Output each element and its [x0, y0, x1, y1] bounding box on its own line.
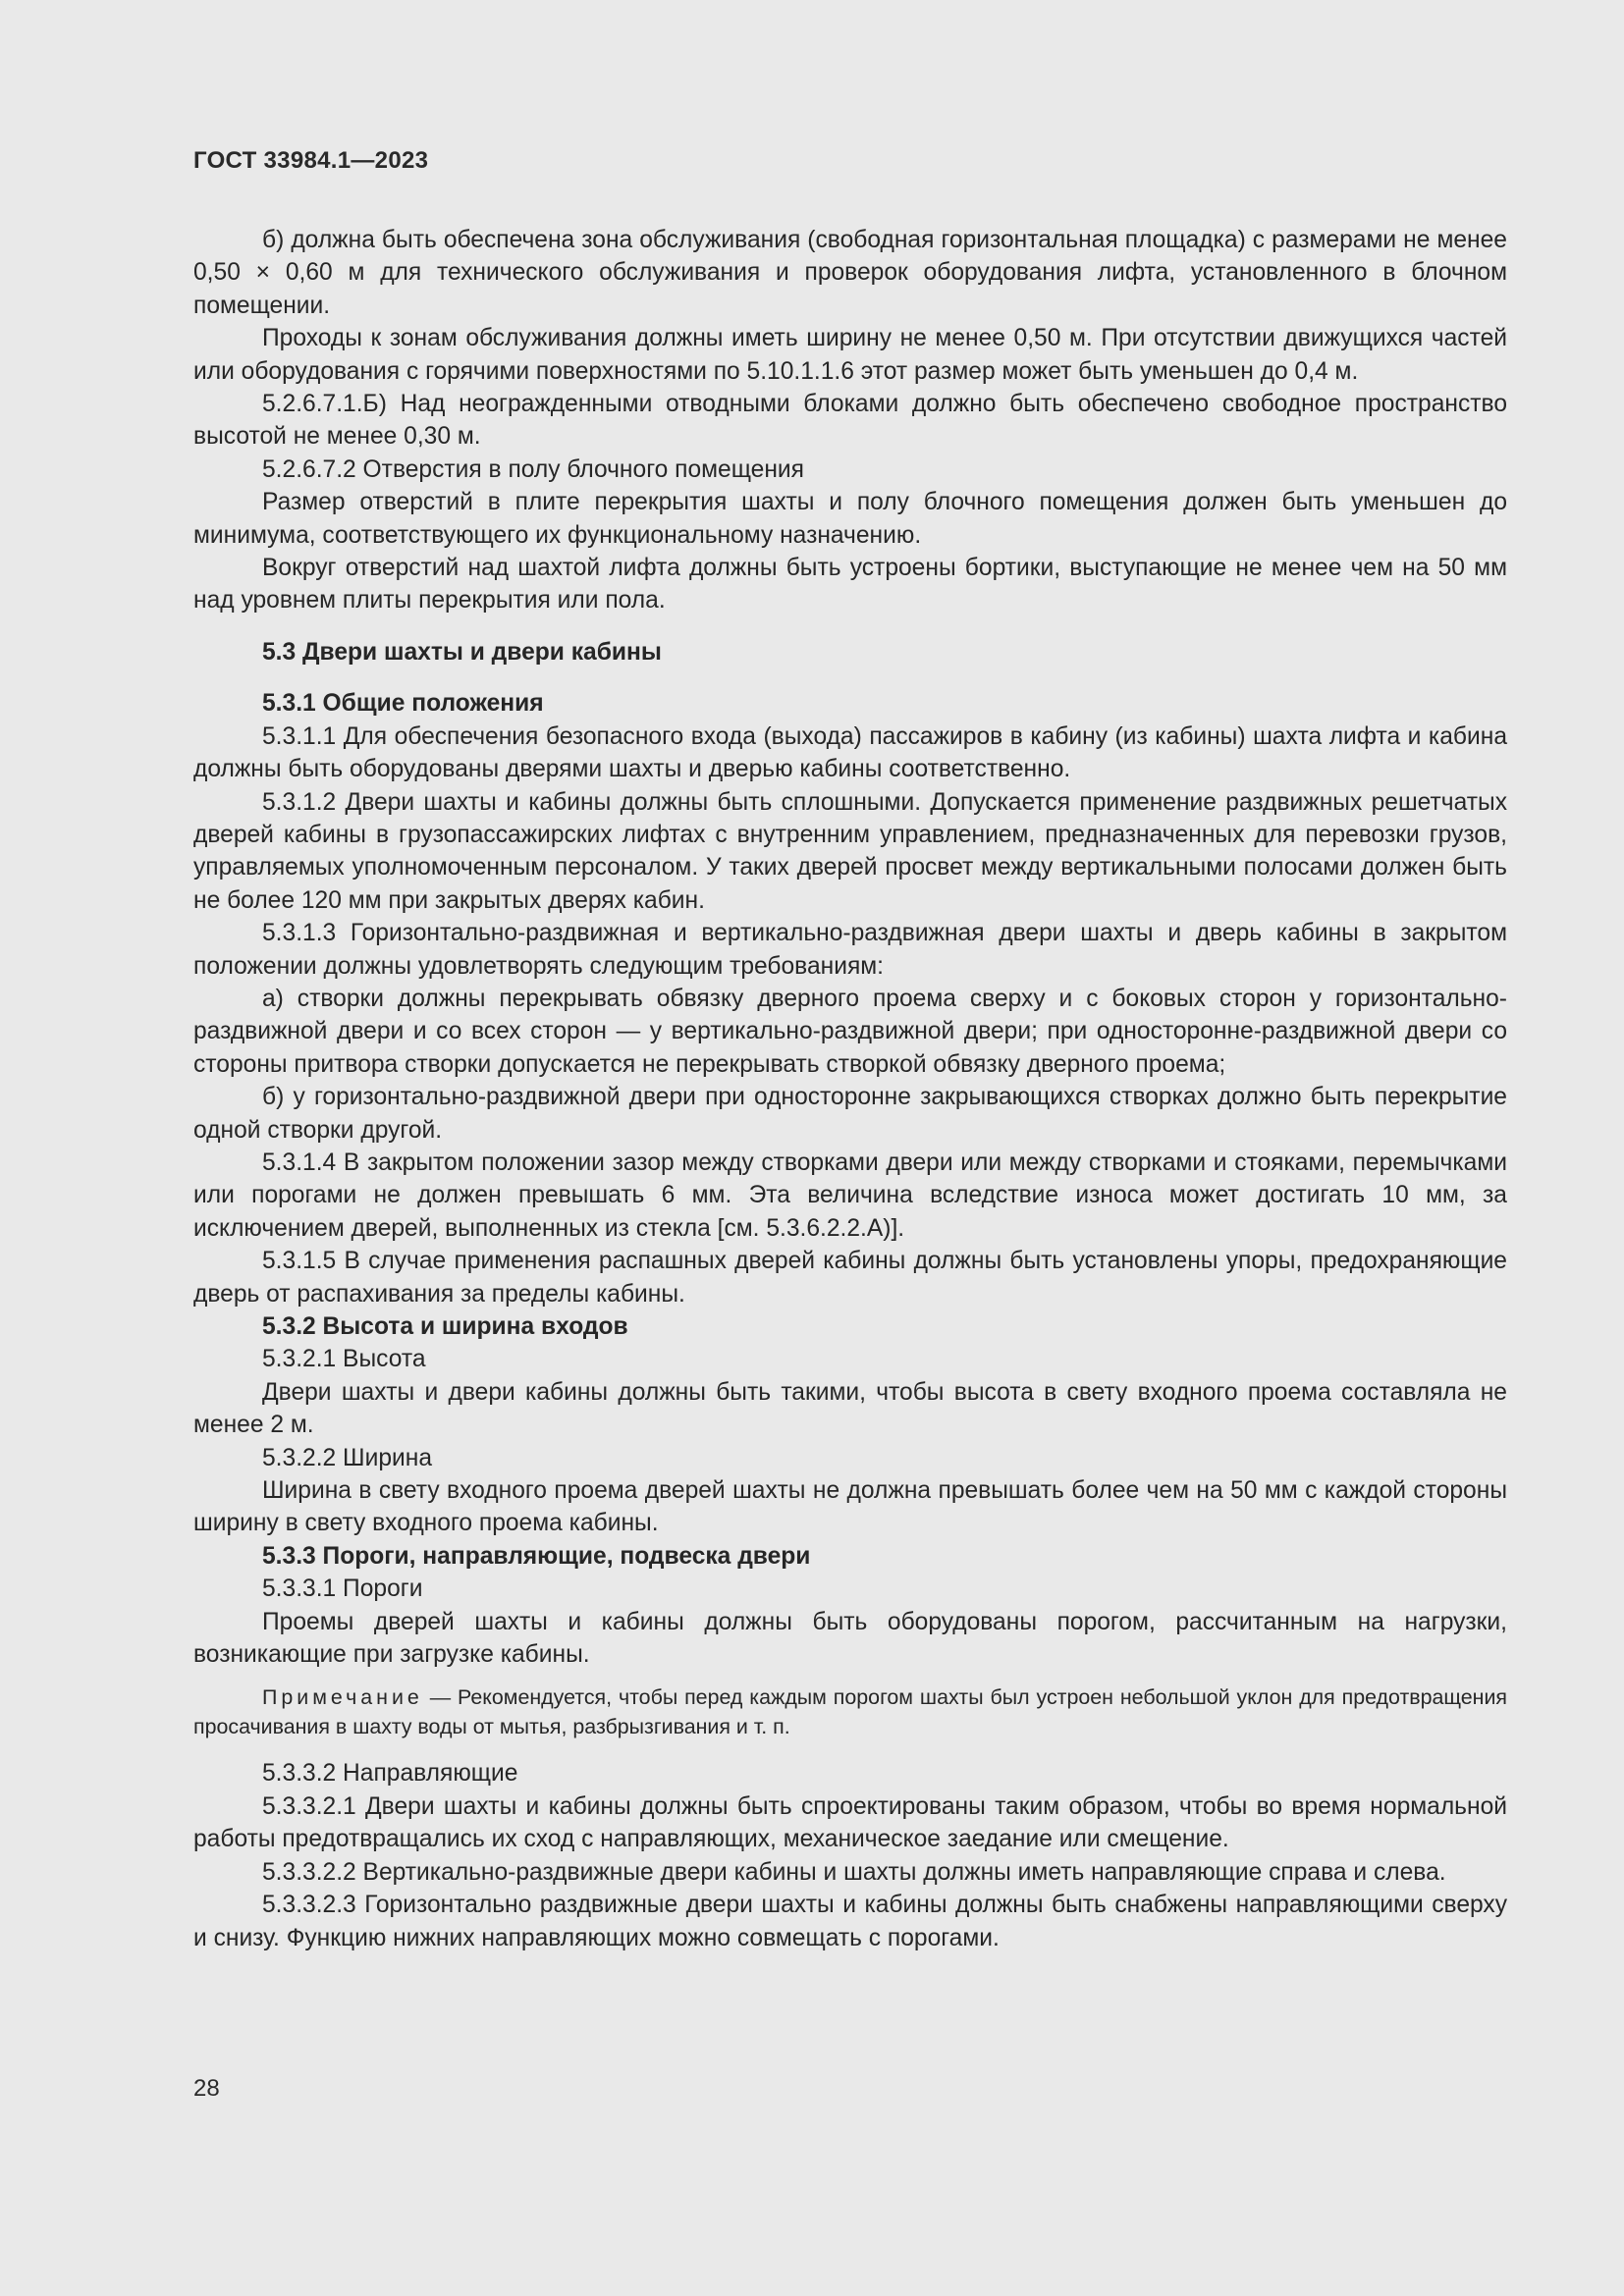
note-dash: —: [422, 1685, 459, 1710]
section-heading: 5.3 Двери шахты и двери кабины: [262, 638, 662, 666]
paragraph: Ширина в свету входного проема дверей шахты не должна превышать более чем на 50 мм с каждой стороны ширину в свету входного проема кабины.: [193, 1477, 1507, 1537]
note-label: Примечание: [262, 1685, 423, 1710]
paragraph: Размер отверстий в плите перекрытия шахты и полу блочного помещения должен быть уменьшен до минимума, соответствующего их функциональному назначению.: [193, 489, 1507, 549]
paragraph: б) должна быть обеспечена зона обслуживания (свободная горизонтальная площадка) с размерами не менее 0,50 × 0,60 м для технического обслуживания и проверок оборудования лифта, установленного в блочном помещении.: [193, 227, 1507, 319]
paragraph: 5.3.3.2.1 Двери шахты и кабины должны быть спроектированы таким образом, чтобы во время нормальной работы предотвращались их сход с направляющих, механическое заедание или смещение.: [193, 1792, 1507, 1853]
page-number: 28: [193, 2075, 220, 2102]
paragraph: 5.3.1.4 В закрытом положении зазор между створками двери или между створками и стояками, перемычками или порогами не должен превышать 6 мм. Эта величина вследствие износа может достигать 10 мм, за исключением дверей, выполненных из стекла [см. 5.3.6.2.2.А)].: [193, 1148, 1507, 1242]
paragraph: 5.2.6.7.1.Б) Над неогражденными отводными блоками должно быть обеспечено свободное пространство высотой не менее 0,30 м.: [193, 391, 1507, 451]
subsection-heading: 5.3.3.1 Пороги: [262, 1575, 423, 1603]
paragraph: 5.3.1.2 Двери шахты и кабины должны быть сплошными. Допускается применение раздвижных решетчатых дверей кабины в грузопассажирских лифтах с внутренним управлением, предназначенных для перевозки грузов, управляемых уполномоченным персоналом. У таких дверей просвет между вертикальными полосами должен быть не более 120 мм при закрытых дверях кабин.: [193, 788, 1507, 914]
paragraph: 5.3.1.5 В случае применения распашных дверей кабины должны быть установлены упоры, предохраняющие дверь от распахивания за пределы кабины.: [193, 1248, 1507, 1308]
note: [193, 1682, 1507, 1741]
note-text: Рекомендуется, чтобы перед каждым порогом шахты был устроен небольшой уклон для предотвращения просачивания в шахту воды от мытья, разбрызгивания и т. п.: [193, 1685, 1508, 1739]
paragraph: 5.3.1.3 Горизонтально-раздвижная и вертикально-раздвижная двери шахты и дверь кабины в закрытом положении должны удовлетворять следующим требованиям:: [193, 920, 1507, 980]
list-item: а) створки должны перекрывать обвязку дверного проема сверху и с боковых сторон у горизонтально-раздвижной двери и со всех сторон — у вертикально-раздвижной двери; при односторонне-раздвижной двери со стороны притвора створки допускается не перекрывать створкой обвязку дверного проема;: [193, 985, 1507, 1078]
section-heading: 5.3.2 Высота и ширина входов: [262, 1313, 628, 1340]
document-header: ГОСТ 33984.1—2023: [193, 147, 429, 174]
paragraph: 5.3.3.2.2 Вертикально-раздвижные двери кабины и шахты должны иметь направляющие справа и слева.: [262, 1858, 1446, 1886]
paragraph: Двери шахты и двери кабины должны быть такими, чтобы высота в свету входного проема составляла не менее 2 м.: [193, 1378, 1507, 1439]
subsection-heading: 5.3.3.2 Направляющие: [262, 1760, 518, 1788]
list-item: б) у горизонтально-раздвижной двери при односторонне закрывающихся створках должно быть перекрытие одной створки другой.: [193, 1084, 1507, 1144]
subsection-heading: 5.3.2.1 Высота: [262, 1346, 426, 1373]
paragraph: 5.3.1.1 Для обеспечения безопасного входа (выхода) пассажиров в кабину (из кабины) шахта лифта и кабина должны быть оборудованы дверями шахты и дверью кабины соответственно.: [193, 722, 1507, 783]
subsection-heading: 5.3.2.2 Ширина: [262, 1444, 432, 1471]
paragraph: Проемы дверей шахты и кабины должны быть оборудованы порогом, рассчитанным на нагрузки, возникающие при загрузке кабины.: [193, 1608, 1507, 1669]
paragraph: 5.3.3.2.3 Горизонтально раздвижные двери шахты и кабины должны быть снабжены направляющими сверху и снизу. Функцию нижних направляющих можно совмещать с порогами.: [193, 1892, 1507, 1951]
document-body: [193, 224, 1507, 1954]
paragraph: Проходы к зонам обслуживания должны иметь ширину не менее 0,50 м. При отсутствии движущихся частей или оборудования с горячими поверхностями по 5.10.1.1.6 этот размер может быть уменьшен до 0,4 м.: [193, 325, 1507, 385]
section-heading: 5.3.3 Пороги, направляющие, подвеска двери: [262, 1542, 811, 1570]
subsection-heading: 5.2.6.7.2 Отверстия в полу блочного помещения: [262, 455, 804, 483]
paragraph: Вокруг отверстий над шахтой лифта должны быть устроены бортики, выступающие не менее чем на 50 мм над уровнем плиты перекрытия или пола.: [193, 555, 1507, 614]
section-heading: 5.3.1 Общие положения: [262, 690, 544, 718]
